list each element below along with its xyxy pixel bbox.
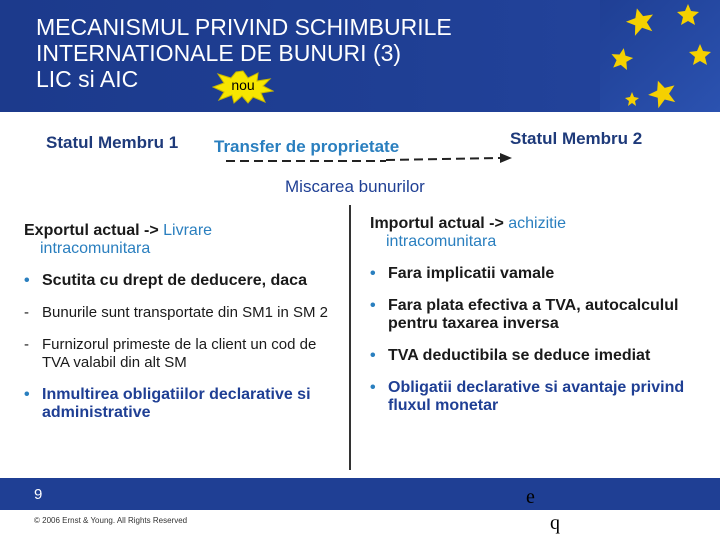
member-state-2-label: Statul Membru 2: [510, 129, 643, 148]
slide-header: [0, 0, 720, 112]
bullet-icon: •: [370, 347, 376, 364]
list-item: [370, 379, 700, 415]
right-bullet-4: Obligatii declarative si avantaje privind fluxul monetar: [388, 379, 685, 414]
text-fragment-2: q: [550, 512, 560, 534]
dash-icon: -: [24, 304, 29, 321]
import-heading-highlight: achizitie: [508, 215, 567, 232]
movement-label: Miscarea bunurilor: [285, 177, 425, 196]
bullet-icon: •: [24, 386, 30, 403]
left-column: [24, 222, 334, 436]
list-item: [24, 386, 334, 422]
import-heading: [370, 215, 700, 251]
right-bullet-2: Fara plata efectiva a TVA, autocalculul pentru taxarea inversa: [388, 297, 679, 332]
new-badge: [212, 70, 274, 104]
list-item: [370, 265, 700, 283]
list-item: [24, 336, 334, 372]
list-item: [370, 347, 700, 365]
right-bullet-3: TVA deductibila se deduce imediat: [388, 347, 651, 364]
export-heading: [24, 222, 334, 258]
import-heading-text: Importul actual ->: [370, 215, 509, 232]
right-column: [370, 215, 700, 429]
list-item: [370, 297, 700, 333]
import-heading-continuation: intracomunitara: [386, 233, 497, 250]
dashed-arrow-icon: [226, 152, 512, 168]
title-line-1: MECANISMUL PRIVIND SCHIMBURILE: [36, 14, 452, 40]
transfer-label: Transfer de proprietate: [214, 137, 400, 156]
bullet-icon: •: [370, 379, 376, 396]
page-number: 9: [34, 486, 43, 503]
slide-title: [36, 14, 596, 92]
title-line-2: INTERNATIONALE DE BUNURI (3): [36, 40, 402, 66]
badge-label: nou: [231, 77, 255, 93]
export-heading-highlight: Livrare: [163, 222, 213, 239]
eu-flag-icon: [600, 0, 720, 112]
right-bullet-1: Fara implicatii vamale: [388, 265, 555, 282]
export-heading-text: Exportul actual ->: [24, 222, 164, 239]
column-divider: [349, 205, 351, 470]
dash-icon: -: [24, 336, 29, 353]
title-line-3: LIC si AIC: [36, 66, 139, 92]
bullet-icon: •: [370, 265, 376, 282]
member-state-1-label: Statul Membru 1: [46, 133, 179, 152]
copyright-notice: © 2006 Ernst & Young. All Rights Reserved: [34, 516, 188, 525]
footer-bar: [0, 478, 720, 510]
bullet-icon: •: [24, 272, 30, 289]
left-dash-1: Bunurile sunt transportate din SM1 in SM 2: [42, 304, 328, 321]
left-bullet-1: Scutita cu drept de deducere, daca: [42, 272, 307, 289]
bullet-icon: •: [370, 297, 376, 314]
list-item: [24, 304, 334, 322]
list-item: [24, 272, 334, 290]
left-dash-2: Furnizorul primeste de la client un cod de TVA valabil din alt SM: [42, 336, 317, 371]
export-heading-continuation: intracomunitara: [40, 240, 151, 257]
text-fragment-1: e: [526, 486, 535, 508]
left-bullet-2: Inmultirea obligatiilor declarative si administrative: [42, 386, 311, 421]
